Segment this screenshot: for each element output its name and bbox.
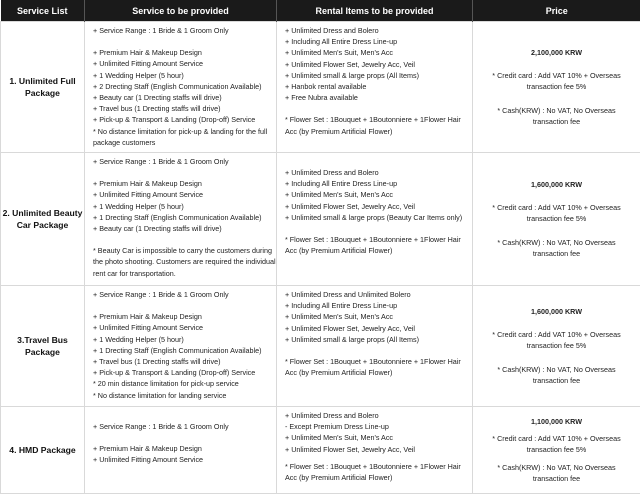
flower-set-note: * Flower Set : 1Bouquet + 1Boutonniere + 1Flower Hair Acc (by Premium Artificial Flower) (285, 357, 461, 378)
service-line: + Beauty car (1 Drecting staffs will drive) (93, 93, 222, 103)
header-service-provided: Service to be provided (85, 0, 277, 22)
credit-card-note: * Credit card : Add VAT 10% + Overseas transaction fee 5% (492, 434, 621, 455)
rental-cell (277, 22, 473, 153)
rental-line: + Unlimited Flower Set, Jewelry Acc, Veil (285, 59, 416, 69)
service-cell (85, 153, 277, 286)
service-line: + Service Range : 1 Bride & 1 Groom Only (93, 26, 229, 35)
service-line: + Pick-up & Transport & Landing (Drop-off) Service (93, 368, 256, 378)
rental-line: + Unlimited Dress and Unlimited Bolero (285, 290, 411, 299)
rental-line: + Unlimited Flower Set, Jewelry Acc, Veil (285, 323, 416, 333)
service-line: + Travel bus (1 Drecting staffs will drive) (93, 357, 221, 367)
cash-note: * Cash(KRW) : No VAT, No Overseas transaction fee (497, 105, 616, 126)
service-cell (85, 286, 277, 407)
price-amount: 2,100,000 KRW (530, 47, 582, 57)
service-line: + Unlimited Fitting Amount Service (93, 455, 204, 465)
service-note: * 20 min distance limitation for pick-up service (93, 379, 239, 389)
service-line: + Beauty car (1 Drecting staffs will drive) (93, 224, 222, 234)
service-cell (85, 407, 277, 494)
package-name: 3.Travel Bus Package (1, 286, 85, 407)
rental-cell (277, 153, 473, 286)
rental-line: + Hanbok rental available (285, 82, 367, 92)
rental-line: + Unlimited Men's Suit, Men's Acc (285, 433, 394, 443)
rental-line: + Unlimited Men's Suit, Men's Acc (285, 48, 394, 58)
credit-card-note: * Credit card : Add VAT 10% + Overseas transaction fee 5% (492, 203, 621, 224)
package-name: 1. Unlimited Full Package (1, 22, 85, 153)
service-note: * No distance limitation for landing service (93, 390, 227, 400)
header-rental-items: Rental Items to be provided (277, 0, 473, 22)
cash-note: * Cash(KRW) : No VAT, No Overseas transaction fee (497, 364, 616, 385)
service-line: + Premium Hair & Makeup Design (93, 444, 202, 454)
rental-line: + Unlimited Flower Set, Jewelry Acc, Veil (285, 201, 416, 211)
service-line: + Pick-up & Transport & Landing (Drop-off) Service (93, 115, 256, 125)
table-row (1, 407, 640, 494)
service-note: * Beauty Car is impossible to carry the customers during the photo shooting. Customers are required the individual rent car for transportation. (93, 246, 276, 278)
service-line: + Service Range : 1 Bride & 1 Groom Only (93, 290, 229, 299)
rental-cell (277, 407, 473, 494)
price-cell (473, 286, 640, 407)
service-line: + 1 Wedding Helper (5 hour) (93, 70, 184, 80)
service-line: + Travel bus (1 Drecting staffs will drive) (93, 104, 221, 114)
service-line: + Unlimited Fitting Amount Service (93, 59, 204, 69)
service-line: + Premium Hair & Makeup Design (93, 312, 202, 322)
rental-line: - Except Premium Dress Line-up (285, 422, 389, 432)
service-line: + Service Range : 1 Bride & 1 Groom Only (93, 422, 229, 431)
service-line: + Premium Hair & Makeup Design (93, 179, 202, 189)
rental-line: + Unlimited Men's Suit, Men's Acc (285, 190, 394, 200)
service-line: + Premium Hair & Makeup Design (93, 48, 202, 58)
table-row (1, 286, 640, 407)
rental-line: + Unlimited small & large props (All Items) (285, 70, 420, 80)
rental-line: + Unlimited Flower Set, Jewelry Acc, Veil (285, 444, 416, 454)
price-cell (473, 407, 640, 494)
price-amount: 1,600,000 KRW (530, 179, 582, 189)
rental-line: + Including All Entire Dress Line-up (285, 179, 398, 189)
service-cell (85, 22, 277, 153)
price-amount: 1,600,000 KRW (530, 306, 582, 316)
rental-line: + Unlimited small & large props (Beauty Car Items only) (285, 212, 463, 222)
rental-cell (277, 286, 473, 407)
service-line: + 1 Wedding Helper (5 hour) (93, 201, 184, 211)
flower-set-note: * Flower Set : 1Bouquet + 1Boutonniere + 1Flower Hair Acc (by Premium Artificial Flower) (285, 115, 461, 136)
cash-note: * Cash(KRW) : No VAT, No Overseas transaction fee (497, 462, 616, 483)
rental-line: + Including All Entire Dress Line-up (285, 37, 398, 47)
price-cell (473, 153, 640, 286)
price-amount: 1,100,000 KRW (530, 416, 582, 426)
rental-line: + Unlimited Men's Suit, Men's Acc (285, 312, 394, 322)
package-name: 4. HMD Package (1, 407, 85, 494)
service-line: + 1 Drecting Staff (English Communication Available) (93, 212, 262, 222)
service-line: + 1 Drecting Staff (English Communication Available) (93, 345, 262, 355)
header-price: Price (473, 0, 640, 22)
flower-set-note: * Flower Set : 1Bouquet + 1Boutonniere + 1Flower Hair Acc (by Premium Artificial Flower) (285, 461, 461, 483)
service-line: + Service Range : 1 Bride & 1 Groom Only (93, 157, 229, 166)
cash-note: * Cash(KRW) : No VAT, No Overseas transaction fee (497, 237, 616, 258)
service-line: + Unlimited Fitting Amount Service (93, 323, 204, 333)
service-line: + 2 Drecting Staff (English Communication Available) (93, 81, 262, 91)
header-service-list: Service List (1, 0, 85, 22)
package-name: 2. Unlimited Beauty Car Package (1, 153, 85, 286)
rental-line: + Including All Entire Dress Line-up (285, 301, 398, 311)
rental-line: + Unlimited Dress and Bolero (285, 26, 379, 35)
rental-line: + Unlimited Dress and Bolero (285, 168, 379, 177)
credit-card-note: * Credit card : Add VAT 10% + Overseas transaction fee 5% (492, 330, 621, 351)
rental-line: + Unlimited Dress and Bolero (285, 411, 379, 420)
flower-set-note: * Flower Set : 1Bouquet + 1Boutonniere + 1Flower Hair Acc (by Premium Artificial Flower) (285, 235, 461, 256)
table-row (1, 153, 640, 286)
table-header (1, 0, 640, 22)
price-cell (473, 22, 640, 153)
table-row (1, 22, 640, 153)
service-note: * No distance limitation for pick-up & landing for the full package customers (93, 126, 268, 147)
rental-line: + Free Nubra available (285, 93, 358, 103)
credit-card-note: * Credit card : Add VAT 10% + Overseas transaction fee 5% (492, 71, 621, 92)
rental-line: + Unlimited small & large props (All Items) (285, 334, 420, 344)
service-line: + 1 Wedding Helper (5 hour) (93, 334, 184, 344)
service-line: + Unlimited Fitting Amount Service (93, 190, 204, 200)
